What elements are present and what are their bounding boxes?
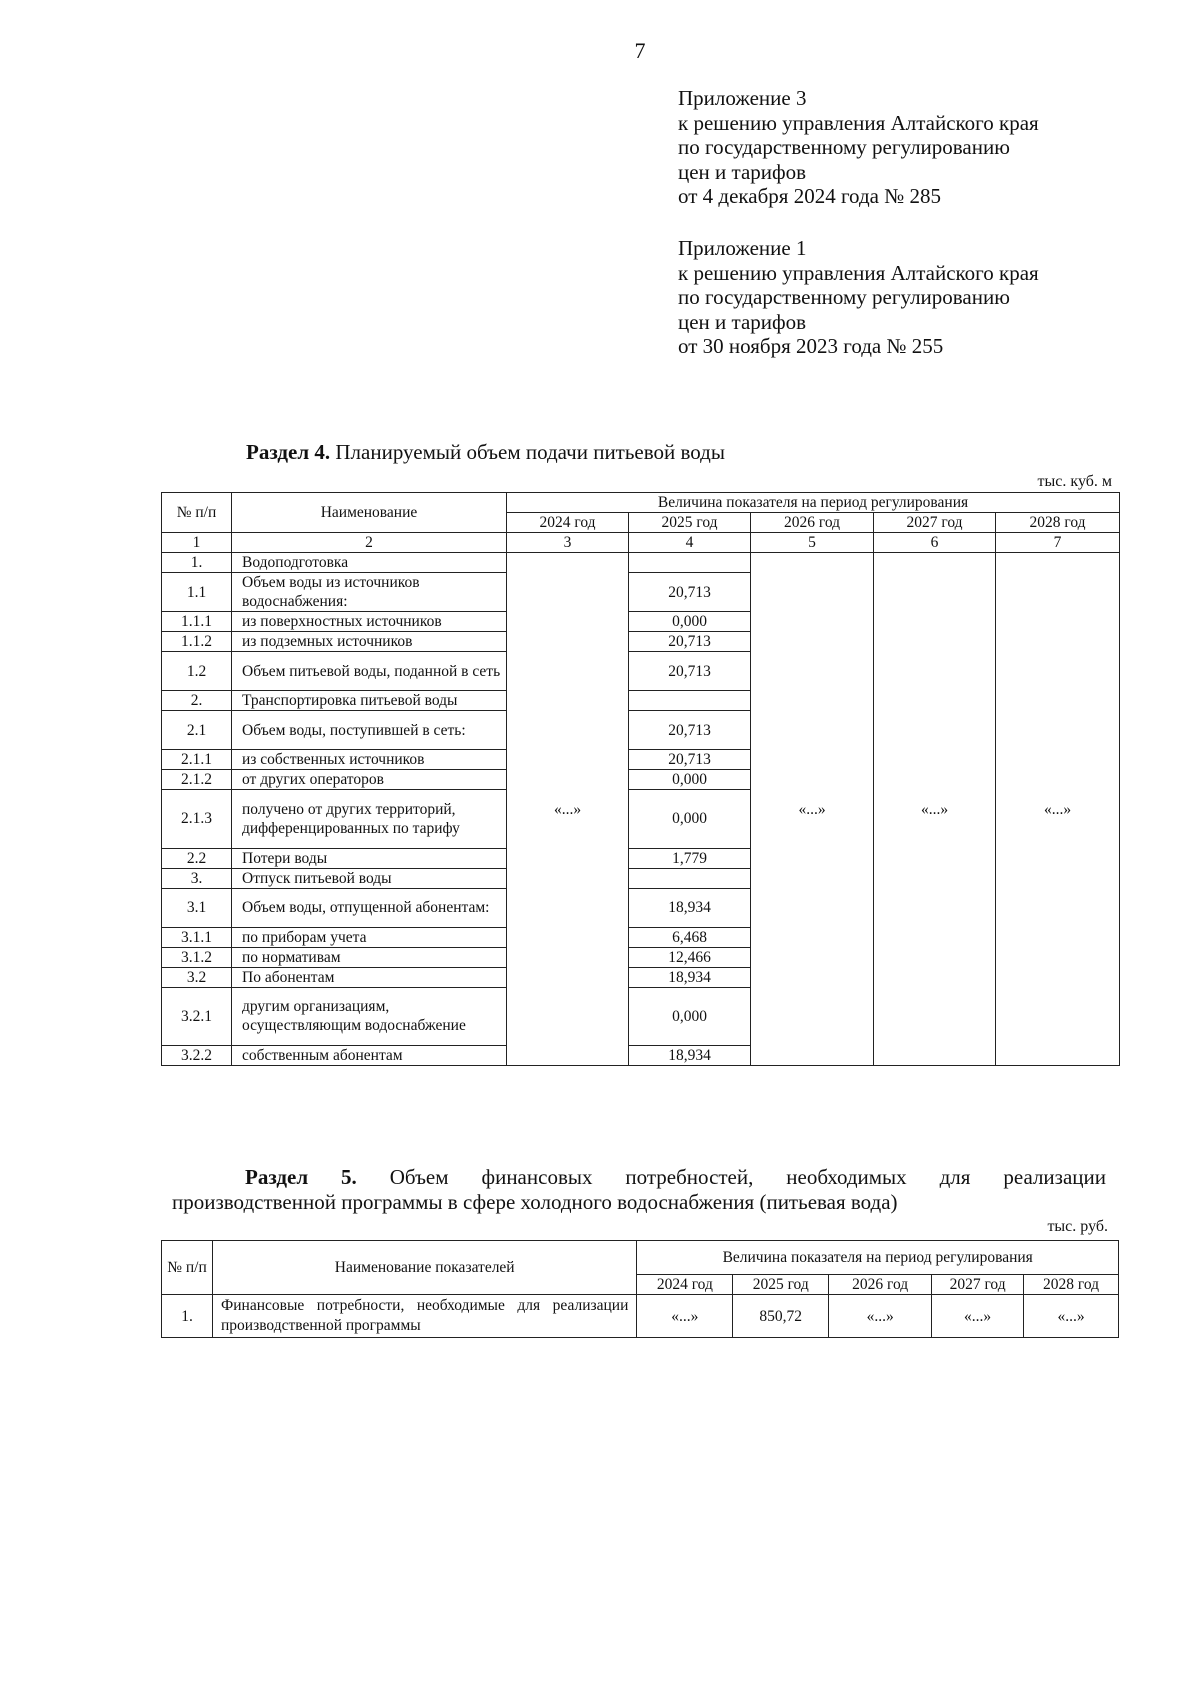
row-value-2025: 20,713 — [629, 573, 751, 612]
appendix-line: Приложение 3 — [678, 86, 807, 110]
section4-title-bold: Раздел 4. — [246, 440, 331, 464]
row-value-2025: 0,000 — [629, 770, 751, 790]
table-row — [162, 1295, 1119, 1338]
row-value-2025 — [629, 553, 751, 573]
row-value-2025 — [629, 691, 751, 711]
header-num: № п/п — [162, 493, 232, 533]
appendix-line: цен и тарифов — [678, 309, 807, 334]
row-value-2025: 20,713 — [629, 652, 751, 691]
appendix-line: Приложение 1 — [678, 236, 807, 260]
header-year: 2027 год — [932, 1275, 1024, 1295]
row-value-2025: 18,934 — [629, 967, 751, 987]
row-name: собственным абонентам — [232, 1046, 507, 1066]
row-num: 1.1.2 — [162, 632, 232, 652]
row-name: Транспортировка питьевой воды — [232, 691, 507, 711]
row-name: по нормативам — [232, 947, 507, 967]
section4-table — [161, 492, 1120, 1066]
row-value-2025: 0,000 — [629, 987, 751, 1046]
header-year: 2026 год — [751, 513, 874, 533]
section5-title-bold: Раздел 5. — [245, 1165, 357, 1189]
appendix-current — [678, 86, 1039, 209]
appendix-line: цен и тарифов — [678, 159, 807, 184]
row-value-2025: 1,779 — [629, 848, 751, 868]
row-num: 3.2.1 — [162, 987, 232, 1046]
row-num: 1. — [162, 1295, 213, 1338]
row-num: 3.1.2 — [162, 947, 232, 967]
section5-title — [172, 1165, 1106, 1215]
row-num: 3. — [162, 868, 232, 888]
header-name: Наименование — [232, 493, 507, 533]
header-year: 2024 год — [507, 513, 629, 533]
appendix-line: от 30 ноября 2023 года № 255 — [678, 334, 944, 358]
appendix-previous — [678, 236, 1039, 359]
header-year: 2028 год — [1024, 1275, 1119, 1295]
row-value-2025: 20,713 — [629, 632, 751, 652]
row-name: от других операторов — [232, 770, 507, 790]
appendix-line: к решению управления Алтайского края — [678, 110, 1039, 135]
row-name: из подземных источников — [232, 632, 507, 652]
placeholder-2024: «...» — [507, 553, 629, 1066]
table-row — [162, 553, 1120, 573]
appendix-line: по государственному регулированию — [678, 135, 1010, 159]
section4-title-text: Планируемый объем подачи питьевой воды — [330, 440, 725, 464]
row-num: 1.2 — [162, 652, 232, 691]
column-number: 1 — [162, 533, 232, 553]
row-name: по приборам учета — [232, 927, 507, 947]
header-year: 2026 год — [829, 1275, 932, 1295]
section5-title-text: Объем финансовых потребностей, необходимых для реализации — [356, 1165, 1106, 1189]
row-num: 2.1.3 — [162, 790, 232, 849]
column-number: 2 — [232, 533, 507, 553]
row-value-2025: 20,713 — [629, 750, 751, 770]
row-name: Потери воды — [232, 848, 507, 868]
row-value-2025: 20,713 — [629, 711, 751, 750]
section5-title-line2: производственной программы в сфере холодного водоснабжения (питьевая вода) — [172, 1190, 898, 1214]
section5-unit: тыс. руб. — [1047, 1218, 1108, 1235]
section5-table — [161, 1240, 1119, 1338]
header-year: 2028 год — [996, 513, 1120, 533]
row-value-2025: 6,468 — [629, 927, 751, 947]
row-num: 3.1.1 — [162, 927, 232, 947]
row-num: 1.1 — [162, 573, 232, 612]
section4-title — [246, 440, 725, 465]
row-name: Объем воды, отпущенной абонентам: — [232, 888, 507, 927]
row-name: другим организациям, осуществляющим водоснабжение — [232, 987, 507, 1046]
appendix-line: по государственному регулированию — [678, 285, 1010, 309]
placeholder-2026: «...» — [751, 553, 874, 1066]
header-period: Величина показателя на период регулирования — [507, 493, 1120, 513]
row-num: 2.1 — [162, 711, 232, 750]
placeholder-2027: «...» — [874, 553, 996, 1066]
row-name: из собственных источников — [232, 750, 507, 770]
page-number: 7 — [634, 38, 646, 63]
row-value-2025: 12,466 — [629, 947, 751, 967]
row-name: Отпуск питьевой воды — [232, 868, 507, 888]
row-name: Объем воды, поступившей в сеть: — [232, 711, 507, 750]
row-num: 1. — [162, 553, 232, 573]
row-num: 3.1 — [162, 888, 232, 927]
column-number: 4 — [629, 533, 751, 553]
row-name: Водоподготовка — [232, 553, 507, 573]
row-value: 850,72 — [733, 1295, 829, 1338]
placeholder-2028: «...» — [996, 553, 1120, 1066]
row-num: 2.1.1 — [162, 750, 232, 770]
header-year: 2025 год — [629, 513, 751, 533]
row-num: 2.2 — [162, 848, 232, 868]
appendix-line: от 4 декабря 2024 года № 285 — [678, 184, 941, 208]
row-num: 2.1.2 — [162, 770, 232, 790]
row-name: Финансовые потребности, необходимые для реализации производственной программы — [213, 1295, 637, 1338]
row-value-2025: 18,934 — [629, 1046, 751, 1066]
row-value: «...» — [1024, 1295, 1119, 1338]
row-num: 1.1.1 — [162, 612, 232, 632]
row-value-2025: 0,000 — [629, 612, 751, 632]
row-name: Объем питьевой воды, поданной в сеть — [232, 652, 507, 691]
row-name: По абонентам — [232, 967, 507, 987]
appendix-line: к решению управления Алтайского края — [678, 260, 1039, 285]
row-value: «...» — [932, 1295, 1024, 1338]
row-num: 3.2 — [162, 967, 232, 987]
column-number: 7 — [996, 533, 1120, 553]
row-num: 2. — [162, 691, 232, 711]
header-num: № п/п — [162, 1241, 213, 1295]
row-value-2025: 18,934 — [629, 888, 751, 927]
header-name: Наименование показателей — [213, 1241, 637, 1295]
header-year: 2024 год — [637, 1275, 733, 1295]
header-year: 2025 год — [733, 1275, 829, 1295]
row-name: получено от других территорий, дифференцированных по тарифу — [232, 790, 507, 849]
row-value: «...» — [637, 1295, 733, 1338]
column-number: 6 — [874, 533, 996, 553]
row-num: 3.2.2 — [162, 1046, 232, 1066]
row-name: из поверхностных источников — [232, 612, 507, 632]
column-number: 3 — [507, 533, 629, 553]
section4-unit: тыс. куб. м — [1037, 473, 1112, 490]
row-value-2025 — [629, 868, 751, 888]
column-number: 5 — [751, 533, 874, 553]
header-year: 2027 год — [874, 513, 996, 533]
row-value: «...» — [829, 1295, 932, 1338]
row-name: Объем воды из источников водоснабжения: — [232, 573, 507, 612]
row-value-2025: 0,000 — [629, 790, 751, 849]
header-period: Величина показателя на период регулирования — [637, 1241, 1119, 1275]
